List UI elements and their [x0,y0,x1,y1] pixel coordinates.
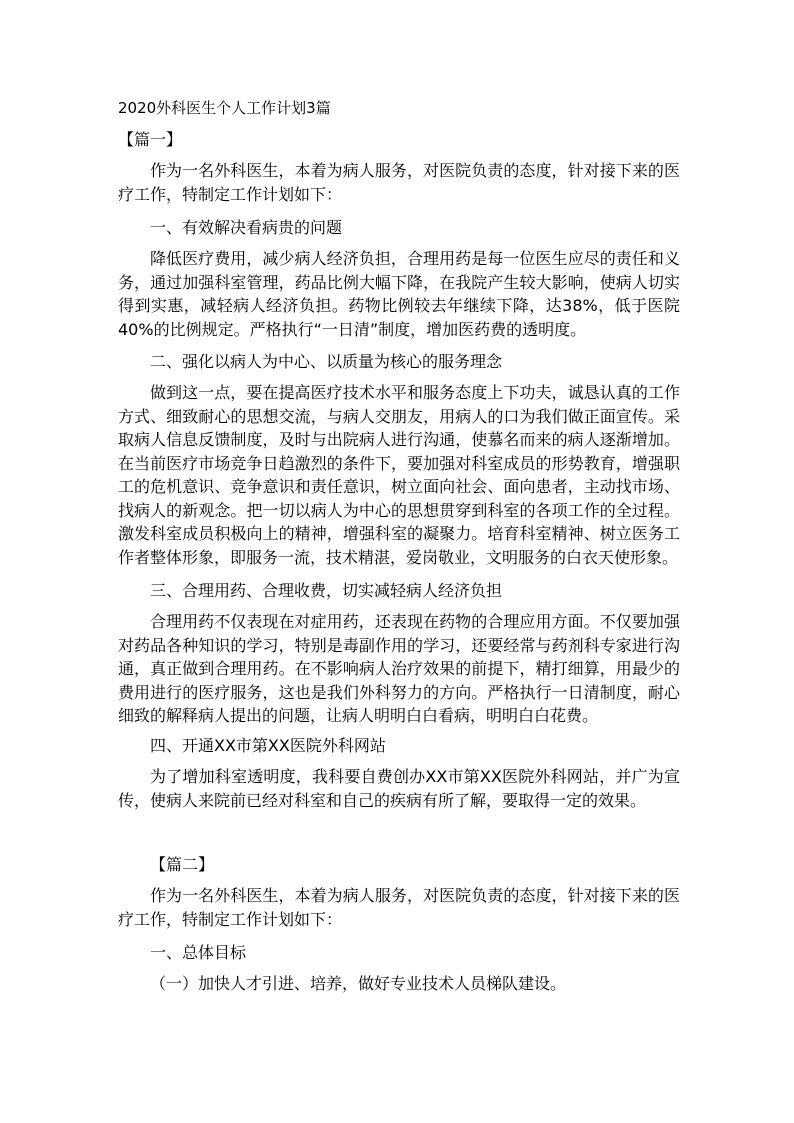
section-heading-3: 三、合理用药、合理收费，切实减轻病人经济负担 [150,581,503,600]
part-one-label: 【篇一】 [118,130,183,149]
section-heading-4: 四、开通XX市第XX医院外科网站 [150,736,386,755]
section-heading-1: 一、有效解决看病贵的问题 [150,218,343,237]
section-body-3: 合理用药不仅表现在对症用药，还表现在药物的合理应用方面。不仅要加强对药品各种知识的学习，特别是毒副作用的学习，还要经常与药剂科专家进行沟通，真正做到合理用药。在不影响病人治疗效果的前提下，精打细算，用最少的费用进行的医疗服务，这也是我们外科努力的方向。严格执行一日清制度，耐心细致的解释病人提出的问题，让病人明明白白看病，明明白白花费。 [118,612,680,725]
part-two-intro: 作为一名外科医生，本着为病人服务，对医院负责的态度，针对接下来的医疗工作，特制定工作计划如下： [118,886,680,929]
section-heading-2: 二、强化以病人为中心、以质量为核心的服务理念 [150,352,503,371]
section-body-1: 降低医疗费用，减少病人经济负担，合理用药是每一位医生应尽的责任和义务，通过加强科室管理，药品比例大幅下降，在我院产生较大影响，使病人切实得到实惠，减轻病人经济负担。药物比例较去年继续下降，达38%，低于医院40%的比例规定。严格执行“一日清”制度，增加医药费的透明度。 [118,249,680,339]
part-two-item: （一）加快人才引进、培养，做好专业技术人员梯队建设。 [150,974,567,993]
document-title: 2020外科医生个人工作计划3篇 [118,99,331,117]
part-two-label: 【篇二】 [150,855,215,874]
part-two-heading: 一、总体目标 [150,943,247,962]
section-body-2: 做到这一点，要在提高医疗技术水平和服务态度上下功夫，诚恳认真的工作方式、细致耐心的思想交流，与病人交朋友，用病人的口为我们做正面宣传。采取病人信息反馈制度，及时与出院病人进行沟通，使慕名而来的病人逐渐增加。在当前医疗市场竞争日趋激烈的条件下，要加强对科室成员的形势教育，增强职工的危机意识、竞争意识和责任意识，树立面向社会、面向患者，主动找市场、找病人的新观念。把一切以病人为中心的思想贯穿到科室的各项工作的全过程。激发科室成员积极向上的精神，增强科室的凝聚力。培育科室精神、树立医务工作者整体形象，即服务一流，技术精湛，爱岗敬业，文明服务的白衣天使形象。 [118,383,680,567]
part-one-intro: 作为一名外科医生，本着为病人服务，对医院负责的态度，针对接下来的医疗工作，特制定工作计划如下： [118,161,680,204]
section-body-4: 为了增加科室透明度，我科要自费创办XX市第XX医院外科网站，并广为宣传，使病人来院前已经对科室和自己的疾病有所了解，要取得一定的效果。 [118,767,680,810]
